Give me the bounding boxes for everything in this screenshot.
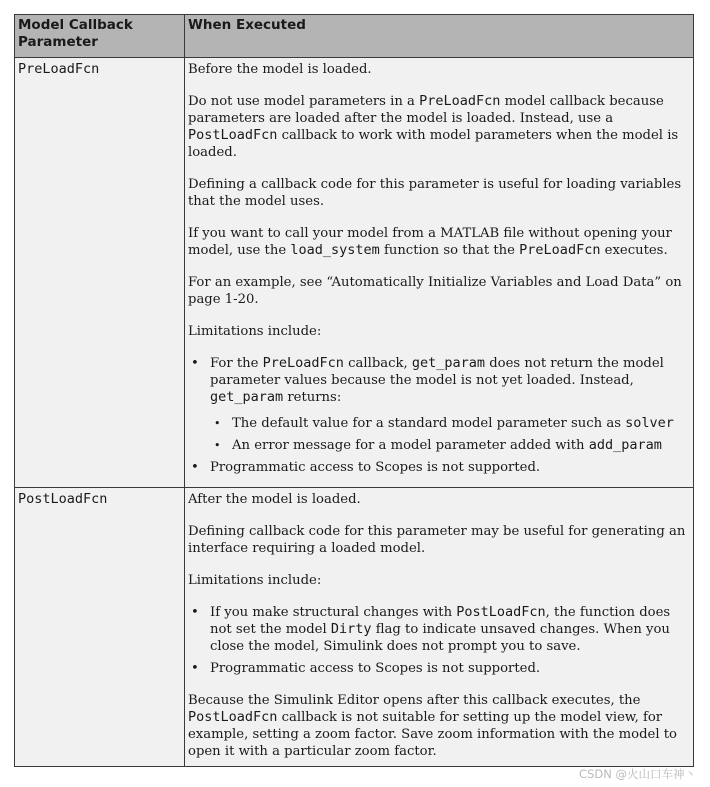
header-when-executed: When Executed [185, 15, 694, 58]
code-term: get_param [411, 355, 486, 371]
table-row [15, 58, 694, 488]
code-term: PreLoadFcn [262, 355, 344, 371]
parameter-cell: PreLoadFcn [15, 58, 185, 488]
when-executed-cell [185, 488, 694, 767]
code-term: PreLoadFcn [419, 93, 501, 109]
code-term: add_param [588, 437, 662, 453]
header-parameter: Model Callback Parameter [15, 15, 185, 58]
paragraph: Because the Simulink Editor opens after this callback executes, the PostLoadFcn callback is not suitable for setting up the model view, for example, setting a zoom factor. Save zoom information with the model to open it with a particular zoom factor. [188, 693, 677, 759]
callback-table [14, 14, 694, 767]
paragraph: Defining callback code for this parameter may be useful for generating an interface requiring a loaded model. [188, 524, 686, 556]
list-item: • Programmatic access to Scopes is not supported. [188, 459, 689, 476]
code-term: PostLoadFcn [188, 127, 278, 143]
list-item: • If you make structural changes with PostLoadFcn, the function does not set the model Dirty flag to indicate unsaved changes. When you close the model, Simulink does not prompt you to save. [188, 604, 689, 655]
code-term: PostLoadFcn [456, 604, 546, 620]
code-term: Dirty [330, 621, 372, 637]
paragraph: Limitations include: [188, 573, 322, 588]
paragraph: If you want to call your model from a MATLAB file without opening your model, use the load_system function so that the PreLoadFcn executes. [188, 226, 672, 258]
list-item: • Programmatic access to Scopes is not supported. [188, 660, 689, 677]
watermark: CSDN @火山口车神丶 [579, 767, 696, 781]
list-item: • For the PreLoadFcn callback, get_param does not return the model parameter values because the model is not yet loaded. Instead, get_param returns: • The default value for a standard model parameter such as solver • An error message for a model parameter added with add_param [188, 355, 689, 454]
header-row [15, 15, 694, 58]
sub-list [210, 415, 689, 454]
cross-reference: For an example, see “Automatically Initialize Variables and Load Data” on page 1-20. [188, 275, 682, 307]
list-item: • The default value for a standard model parameter such as solver [210, 415, 689, 432]
paragraph: Defining a callback code for this parameter is useful for loading variables that the model uses. [188, 177, 682, 209]
paragraph: Before the model is loaded. [188, 62, 372, 77]
code-term: PostLoadFcn [188, 709, 278, 725]
paragraph: After the model is loaded. [188, 492, 361, 507]
code-term: load_system [290, 242, 380, 258]
paragraph: Do not use model parameters in a PreLoadFcn model callback because parameters are loaded after the model is loaded. Instead, use a PostLoadFcn callback to work with model parameters when the model is loaded. [188, 93, 679, 160]
limitations-list [188, 355, 689, 476]
paragraph: Limitations include: [188, 324, 322, 339]
table-row [15, 488, 694, 767]
code-term: solver [625, 415, 674, 431]
list-item: • An error message for a model parameter added with add_param [210, 437, 689, 454]
code-term: PreLoadFcn [519, 242, 601, 258]
parameter-cell: PostLoadFcn [15, 488, 185, 767]
limitations-list [188, 604, 689, 677]
when-executed-cell [185, 58, 694, 488]
code-term: get_param [210, 389, 284, 405]
